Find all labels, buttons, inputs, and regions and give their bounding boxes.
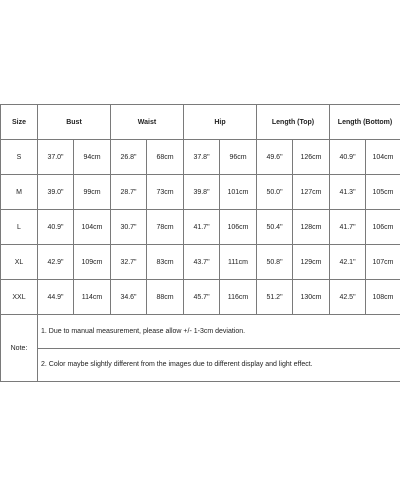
measurement-cell: 126cm: [293, 140, 330, 175]
measurement-cell: 78cm: [147, 210, 184, 245]
note-row-1: [1, 315, 400, 349]
note-line-1: 1. Due to manual measurement, please allow +/- 1-3cm deviation.: [38, 315, 400, 349]
measurement-cell: 34.6": [111, 280, 147, 315]
size-cell: L: [1, 210, 38, 245]
header-bust: Bust: [38, 105, 111, 140]
measurement-cell: 49.6": [257, 140, 293, 175]
measurement-cell: 40.9": [330, 140, 366, 175]
measurement-cell: 105cm: [366, 175, 400, 210]
measurement-cell: 129cm: [293, 245, 330, 280]
measurement-cell: 107cm: [366, 245, 400, 280]
measurement-cell: 96cm: [220, 140, 257, 175]
measurement-cell: 68cm: [147, 140, 184, 175]
size-cell: XL: [1, 245, 38, 280]
measurement-cell: 104cm: [74, 210, 111, 245]
table-row: [1, 245, 400, 280]
measurement-cell: 40.9": [38, 210, 74, 245]
measurement-cell: 28.7": [111, 175, 147, 210]
table-row: [1, 280, 400, 315]
measurement-cell: 41.7": [330, 210, 366, 245]
measurement-cell: 45.7": [184, 280, 220, 315]
header-size: Size: [1, 105, 38, 140]
measurement-cell: 43.7": [184, 245, 220, 280]
measurement-cell: 73cm: [147, 175, 184, 210]
measurement-cell: 128cm: [293, 210, 330, 245]
measurement-cell: 114cm: [74, 280, 111, 315]
measurement-cell: 42.1": [330, 245, 366, 280]
header-waist: Waist: [111, 105, 184, 140]
measurement-cell: 37.0": [38, 140, 74, 175]
measurement-cell: 30.7": [111, 210, 147, 245]
measurement-cell: 106cm: [366, 210, 400, 245]
size-cell: M: [1, 175, 38, 210]
measurement-cell: 42.5": [330, 280, 366, 315]
size-chart-table: [0, 104, 400, 382]
measurement-cell: 32.7": [111, 245, 147, 280]
note-row-2: [1, 348, 400, 382]
table-row: [1, 175, 400, 210]
measurement-cell: 106cm: [220, 210, 257, 245]
measurement-cell: 94cm: [74, 140, 111, 175]
measurement-cell: 130cm: [293, 280, 330, 315]
measurement-cell: 39.0": [38, 175, 74, 210]
measurement-cell: 41.3": [330, 175, 366, 210]
measurement-cell: 50.0": [257, 175, 293, 210]
measurement-cell: 127cm: [293, 175, 330, 210]
measurement-cell: 108cm: [366, 280, 400, 315]
note-label: Note:: [1, 315, 38, 382]
table-row: [1, 140, 400, 175]
measurement-cell: 50.4": [257, 210, 293, 245]
size-cell: S: [1, 140, 38, 175]
header-length-top: Length (Top): [257, 105, 330, 140]
measurement-cell: 50.8": [257, 245, 293, 280]
measurement-cell: 41.7": [184, 210, 220, 245]
measurement-cell: 42.9": [38, 245, 74, 280]
measurement-cell: 88cm: [147, 280, 184, 315]
measurement-cell: 37.8": [184, 140, 220, 175]
measurement-cell: 109cm: [74, 245, 111, 280]
measurement-cell: 99cm: [74, 175, 111, 210]
note-line-2: 2. Color maybe slightly different from the images due to different display and light effect.: [38, 348, 400, 382]
size-cell: XXL: [1, 280, 38, 315]
measurement-cell: 111cm: [220, 245, 257, 280]
measurement-cell: 26.8": [111, 140, 147, 175]
measurement-cell: 44.9": [38, 280, 74, 315]
measurement-cell: 39.8": [184, 175, 220, 210]
measurement-cell: 104cm: [366, 140, 400, 175]
measurement-cell: 116cm: [220, 280, 257, 315]
measurement-cell: 51.2": [257, 280, 293, 315]
header-row: [1, 105, 400, 140]
measurement-cell: 101cm: [220, 175, 257, 210]
header-length-bottom: Length (Bottom): [330, 105, 400, 140]
header-hip: Hip: [184, 105, 257, 140]
table-row: [1, 210, 400, 245]
measurement-cell: 83cm: [147, 245, 184, 280]
